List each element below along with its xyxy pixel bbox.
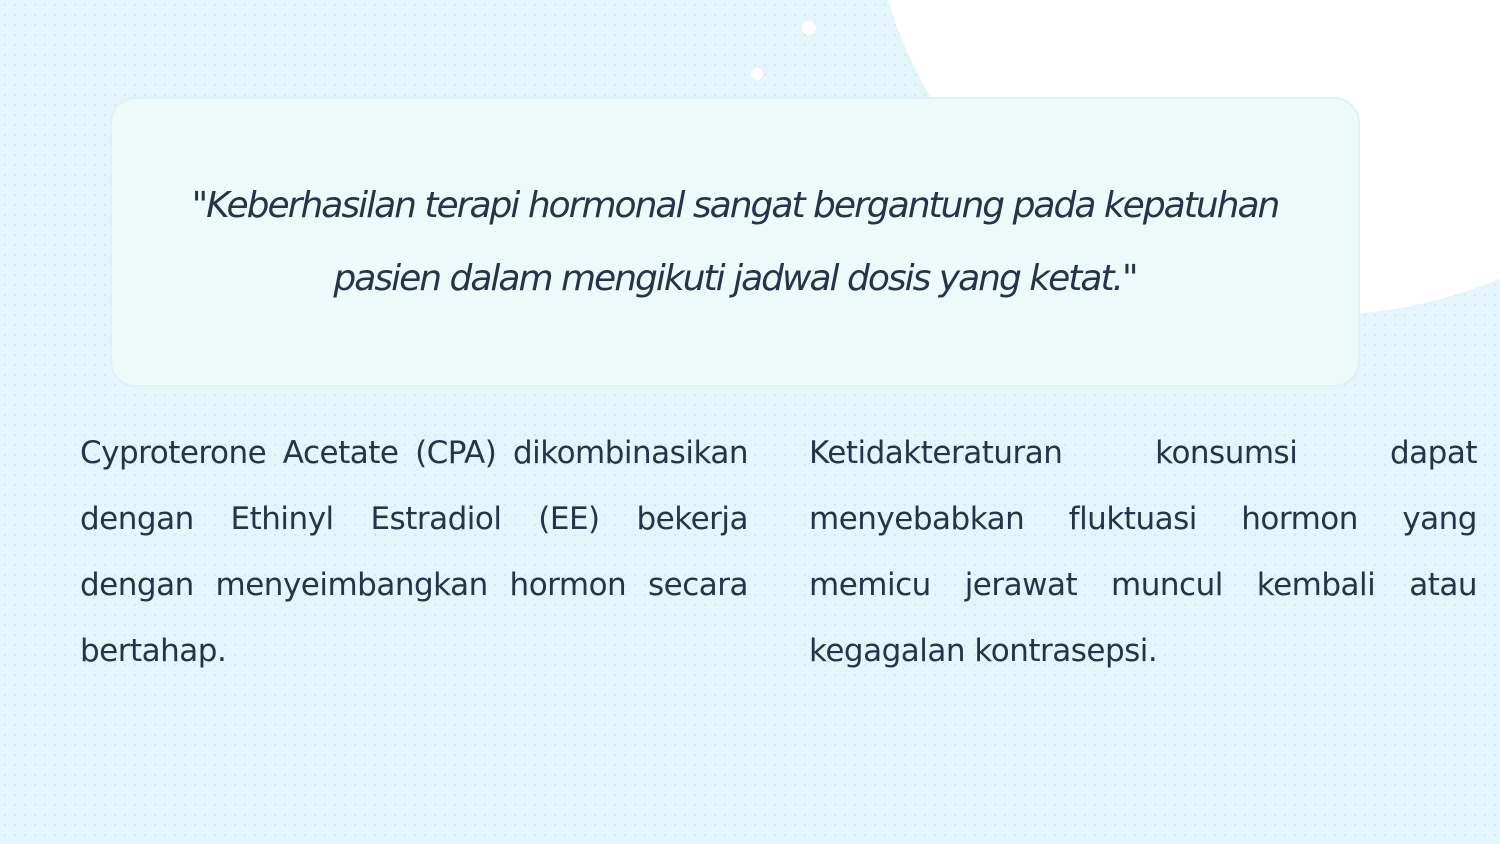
left-paragraph: Cyproterone Acetate (CPA) dikombinasikan dengan Ethinyl Estradiol (EE) bekerja dengan menyeimbangkan hormon secara bertahap. <box>80 435 748 669</box>
right-paragraph: Ketidakteraturan konsumsi dapat menyebabkan fluktuasi hormon yang memicu jerawat muncul kembali atau kegagalan kontrasepsi. <box>809 435 1477 669</box>
quote-text: "Keberhasilan terapi hormonal sangat bergantung pada kepatuhan pasien dalam mengikuti jadwal dosis yang ketat." <box>191 185 1279 299</box>
quote-card <box>110 97 1360 387</box>
decorative-dot <box>802 21 816 35</box>
decorative-dot <box>751 68 763 80</box>
